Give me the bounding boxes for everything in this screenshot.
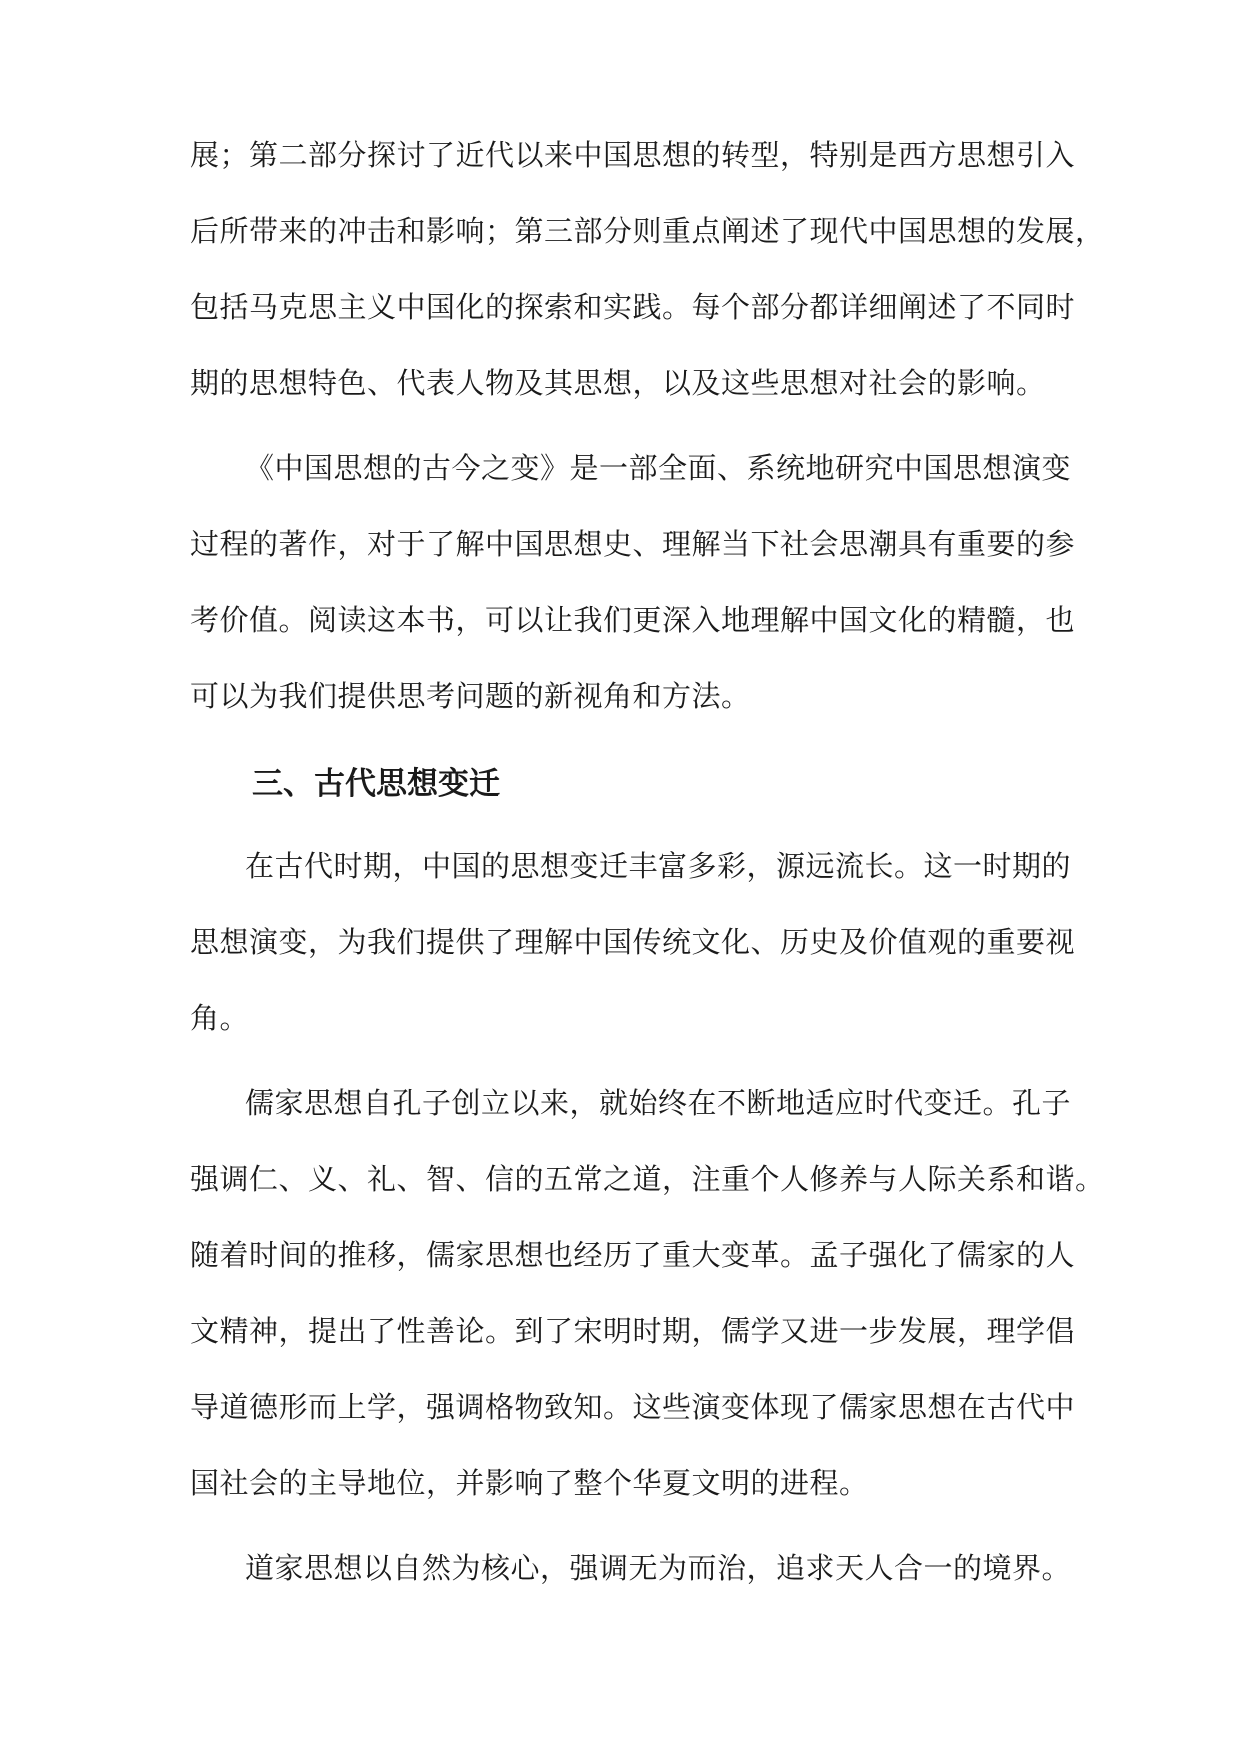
- paragraph-line: 角。: [190, 1001, 250, 1035]
- paragraph-line: 强调仁、义、礼、智、信的五常之道，注重个人修养与人际关系和谐。: [190, 1162, 1105, 1196]
- paragraph-line: 道家思想以自然为核心，强调无为而治，追求天人合一的境界。: [245, 1551, 1072, 1585]
- paragraph-line: 过程的著作，对于了解中国思想史、理解当下社会思潮具有重要的参: [190, 527, 1076, 561]
- paragraph-line: 国社会的主导地位，并影响了整个华夏文明的进程。: [190, 1466, 869, 1500]
- paragraph-line: 可以为我们提供思考问题的新视角和方法。: [190, 679, 751, 713]
- paragraph-line: 思想演变，为我们提供了理解中国传统文化、历史及价值观的重要视: [190, 925, 1076, 959]
- paragraph-line: 后所带来的冲击和影响；第三部分则重点阐述了现代中国思想的发展，: [190, 214, 1105, 248]
- paragraph-line: 随着时间的推移，儒家思想也经历了重大变革。孟子强化了儒家的人: [190, 1238, 1076, 1272]
- paragraph-line: 儒家思想自孔子创立以来，就始终在不断地适应时代变迁。孔子: [245, 1086, 1072, 1120]
- paragraph-line: 期的思想特色、代表人物及其思想，以及这些思想对社会的影响。: [190, 366, 1046, 400]
- paragraph-line: 考价值。阅读这本书，可以让我们更深入地理解中国文化的精髓，也: [190, 603, 1076, 637]
- paragraph-line: 文精神，提出了性善论。到了宋明时期，儒学又进一步发展，理学倡: [190, 1314, 1076, 1348]
- section-heading: 三、古代思想变迁: [252, 766, 500, 802]
- paragraph-line: 《中国思想的古今之变》是一部全面、系统地研究中国思想演变: [245, 451, 1072, 485]
- paragraph-line: 展；第二部分探讨了近代以来中国思想的转型，特别是西方思想引入: [190, 138, 1076, 172]
- paragraph-line: 包括马克思主义中国化的探索和实践。每个部分都详细阐述了不同时: [190, 290, 1076, 324]
- paragraph-line: 在古代时期，中国的思想变迁丰富多彩，源远流长。这一时期的: [245, 849, 1072, 883]
- paragraph-line: 导道德形而上学，强调格物致知。这些演变体现了儒家思想在古代中: [190, 1390, 1076, 1424]
